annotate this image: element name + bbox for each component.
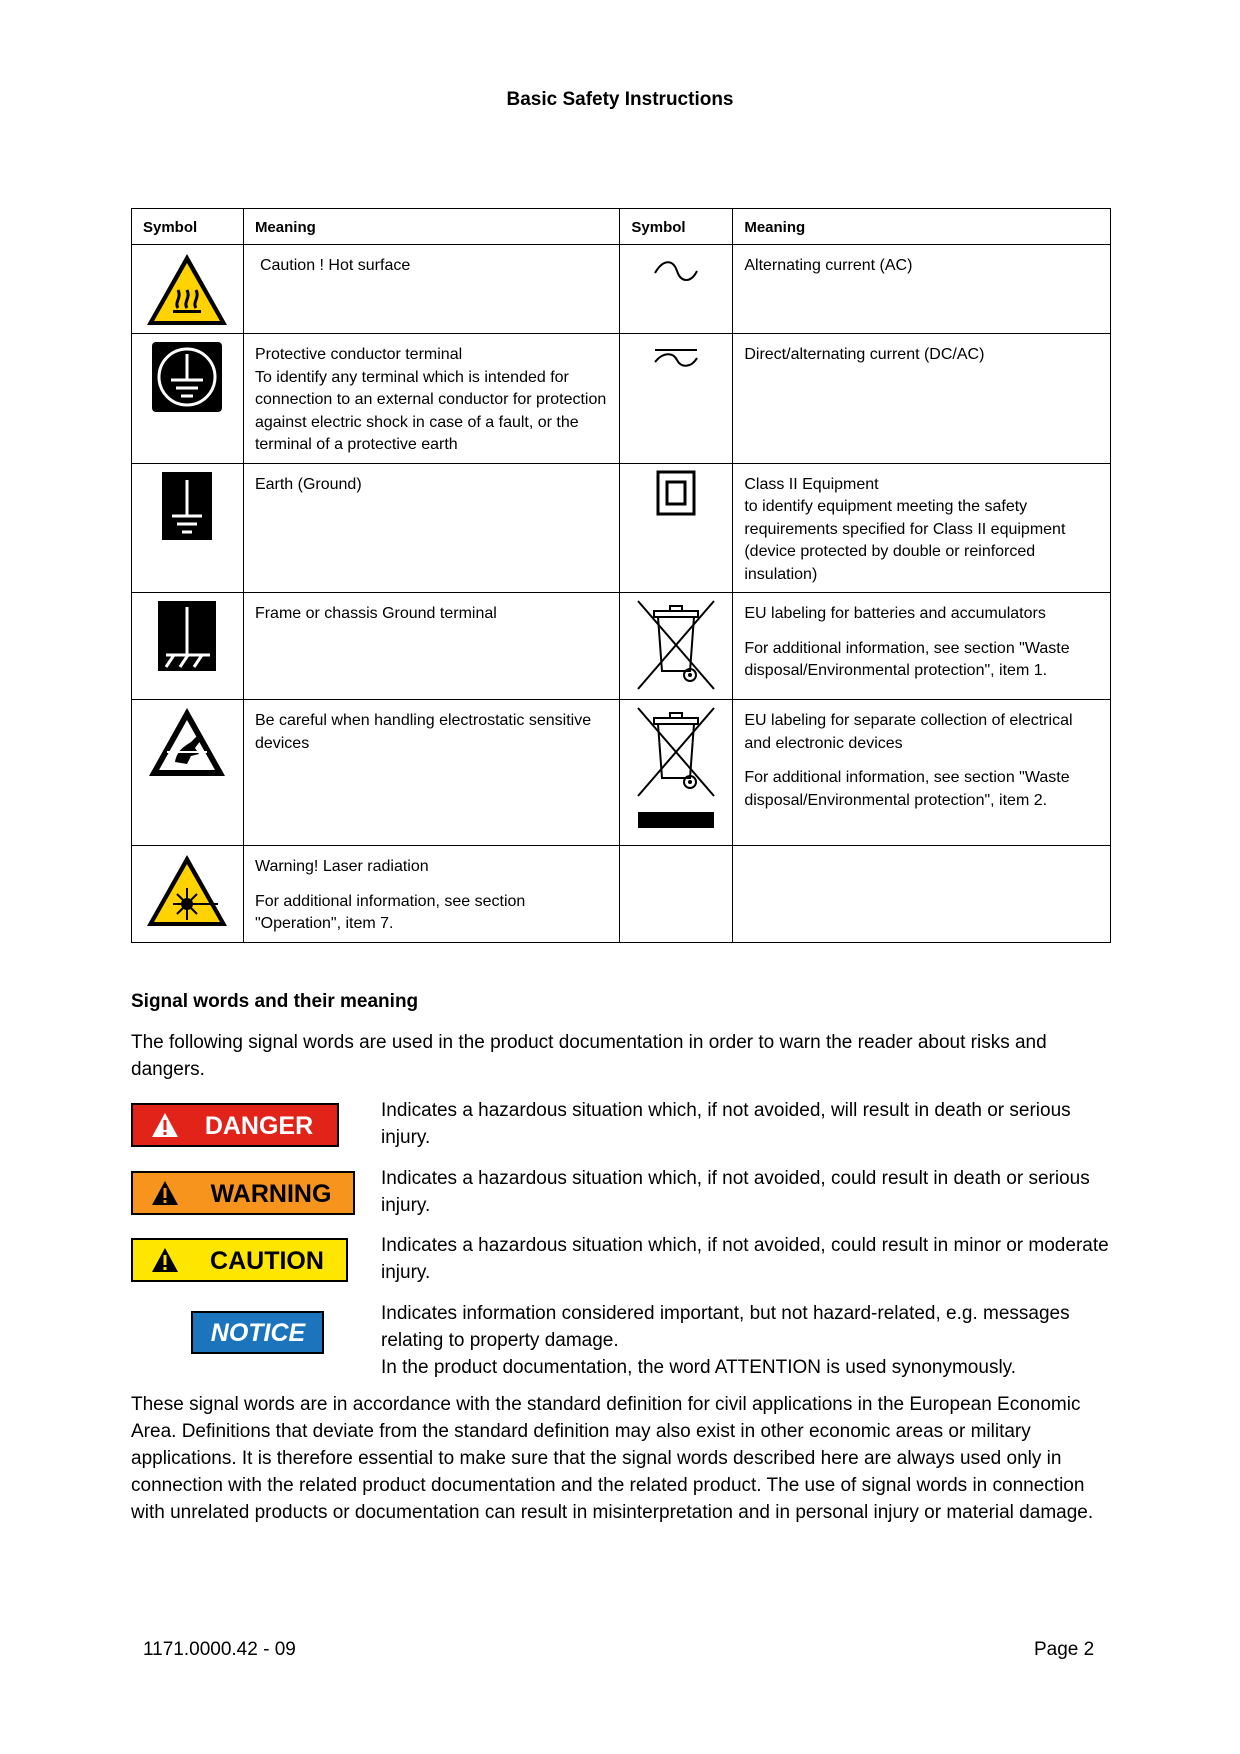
signal-words-intro: The following signal words are used in the product documentation in order to warn the reader about risks and dangers.: [131, 1032, 1047, 1080]
meaning-cell: EU labeling for separate collection of electrical and electronic devices For additional information, see section "Waste disposal/Environmental protection", item 2.: [733, 700, 1111, 846]
meaning-cell: Protective conductor terminal To identify any terminal which is intended for connection to an external conductor for protection against electric shock in case of a fault, or the terminal of a protective earth: [243, 334, 619, 464]
signal-words-closing: These signal words are in accordance with the standard definition for civil applications in the European Economic Area. Definitions that deviate from the standard definition may also exist in other economic areas or military applications. It is therefore essential to make sure that the signal words described here are always used only in connection with the related product documentation and the related product. The use of signal words in connection with unrelated products or documentation can result in misinterpretation and in personal injury or material damage.: [131, 1394, 1094, 1523]
table-row: [132, 846, 1111, 943]
table-row: [132, 245, 1111, 334]
meaning-cell: Alternating current (AC): [733, 245, 1111, 334]
symbol-cell: [620, 846, 733, 943]
class-ii-equipment-icon: [656, 470, 696, 516]
header-meaning-left: Meaning: [243, 209, 619, 245]
crossed-bin-icon: [634, 597, 718, 693]
symbol-cell: [132, 846, 244, 943]
page-title: Basic Safety Instructions: [506, 89, 734, 110]
earth-ground-icon: [160, 470, 214, 542]
symbol-cell: [132, 245, 244, 334]
chassis-ground-icon: [156, 599, 218, 673]
symbol-cell: [620, 463, 733, 593]
protective-conductor-icon: [150, 340, 224, 414]
symbol-cell: [620, 593, 733, 700]
meaning-cell: Warning! Laser radiation For additional information, see section "Operation", item 7.: [243, 846, 619, 943]
danger-label: DANGER: [204, 1112, 314, 1140]
symbol-cell: [132, 463, 244, 593]
symbol-cell: [132, 700, 244, 846]
caution-description: Indicates a hazardous situation which, if not avoided, could result in minor or moderate injury.: [381, 1235, 1109, 1283]
table-row: [132, 334, 1111, 464]
warning-label: WARNING: [210, 1180, 332, 1208]
header-symbol-right: Symbol: [620, 209, 733, 245]
dc-ac-current-icon: [651, 344, 701, 370]
meaning-cell: EU labeling for batteries and accumulators For additional information, see section "Waste disposal/Environmental protection", item 1.: [733, 593, 1111, 700]
symbol-cell: [620, 334, 733, 464]
notice-badge: [191, 1311, 324, 1354]
caution-badge: [131, 1238, 348, 1282]
meaning-cell: Direct/alternating current (DC/AC): [733, 334, 1111, 464]
meaning-cell: Caution ! Hot surface: [243, 245, 619, 334]
table-row: [132, 463, 1111, 593]
header-symbol-left: Symbol: [132, 209, 244, 245]
symbol-cell: [620, 245, 733, 334]
table-header-row: [132, 209, 1111, 245]
meaning-cell: [733, 846, 1111, 943]
meaning-cell: Earth (Ground): [243, 463, 619, 593]
symbol-cell: [620, 700, 733, 846]
danger-badge: [131, 1103, 339, 1147]
doc-number: 1171.0000.42 - 09: [143, 1639, 296, 1660]
page-number: Page 2: [1034, 1639, 1095, 1660]
alternating-current-icon: [651, 257, 701, 287]
hot-surface-warning-icon: [144, 251, 230, 329]
caution-label: CAUTION: [210, 1247, 324, 1275]
header-meaning-right: Meaning: [733, 209, 1111, 245]
esd-sensitive-icon: [147, 706, 227, 778]
meaning-cell: Frame or chassis Ground terminal: [243, 593, 619, 700]
warning-description: Indicates a hazardous situation which, if not avoided, could result in death or serious injury.: [381, 1168, 1090, 1216]
crossed-bin-bar-icon: [634, 704, 718, 828]
danger-description: Indicates a hazardous situation which, if not avoided, will result in death or serious injury.: [381, 1100, 1071, 1148]
laser-warning-icon: [144, 852, 230, 930]
notice-label: NOTICE: [210, 1319, 306, 1347]
meaning-cell: Class II Equipment to identify equipment meeting the safety requirements specified for Class II equipment (device protected by double or reinforced insulation): [733, 463, 1111, 593]
table-row: [132, 593, 1111, 700]
meaning-cell: Be careful when handling electrostatic sensitive devices: [243, 700, 619, 846]
symbol-cell: [132, 334, 244, 464]
symbols-table: [131, 208, 1111, 943]
symbol-cell: [132, 593, 244, 700]
table-row: [132, 700, 1111, 846]
signal-words-heading: Signal words and their meaning: [131, 991, 419, 1012]
notice-description: Indicates information considered important, but not hazard-related, e.g. messages relating to property damage. In the product documentation, the word ATTENTION is used synonymously.: [381, 1303, 1070, 1378]
warning-badge: [131, 1171, 355, 1215]
